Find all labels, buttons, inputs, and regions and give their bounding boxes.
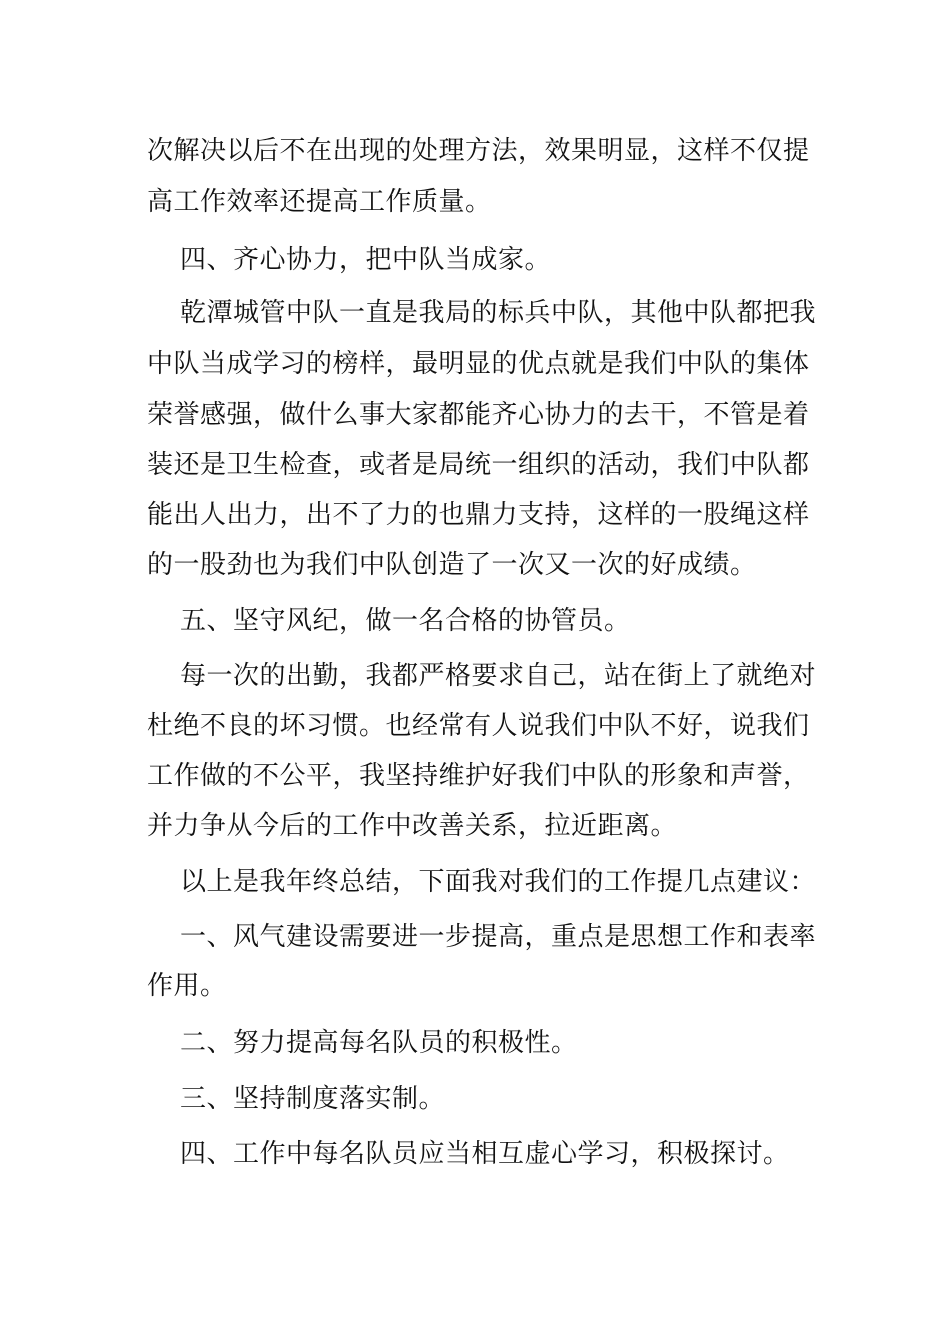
text-line: 每一次的出勤，我都严格要求自己，站在街上了就绝对 — [180, 661, 817, 691]
text-line: 工作做的不公平，我坚持维护好我们中队的形象和声誉， — [147, 761, 810, 791]
list-item: 四、工作中每名队员应当相互虚心学习，积极探讨。 — [180, 1139, 790, 1169]
section-heading: 四、齐心协力，把中队当成家。 — [180, 245, 552, 275]
text-line: 装还是卫生检查，或者是局统一组织的活动，我们中队都 — [147, 450, 810, 480]
text-line: 中队当成学习的榜样，最明显的优点就是我们中队的集体 — [147, 349, 810, 379]
text-line: 乾潭城管中队一直是我局的标兵中队，其他中队都把我 — [180, 298, 817, 328]
text-line: 高工作效率还提高工作质量。 — [147, 187, 492, 217]
section-heading: 五、坚守风纪，做一名合格的协管员。 — [180, 606, 631, 636]
text-line: 荣誉感强，做什么事大家都能齐心协力的去干，不管是着 — [147, 400, 810, 430]
list-item: 一、风气建设需要进一步提高，重点是思想工作和表率 — [180, 922, 817, 952]
text-line: 作用。 — [147, 971, 227, 1001]
text-line: 的一股劲也为我们中队创造了一次又一次的好成绩。 — [147, 550, 757, 580]
list-item: 二、努力提高每名队员的积极性。 — [180, 1028, 578, 1058]
text-line: 能出人出力，出不了力的也鼎力支持，这样的一股绳这样 — [147, 500, 810, 530]
text-line: 以上是我年终总结，下面我对我们的工作提几点建议： — [180, 867, 817, 897]
list-item: 三、坚持制度落实制。 — [180, 1084, 446, 1114]
text-line: 并力争从今后的工作中改善关系，拉近距离。 — [147, 811, 678, 841]
text-line: 杜绝不良的坏习惯。也经常有人说我们中队不好，说我们 — [147, 711, 810, 741]
text-line: 次解决以后不在出现的处理方法，效果明显，这样不仅提 — [147, 136, 810, 166]
